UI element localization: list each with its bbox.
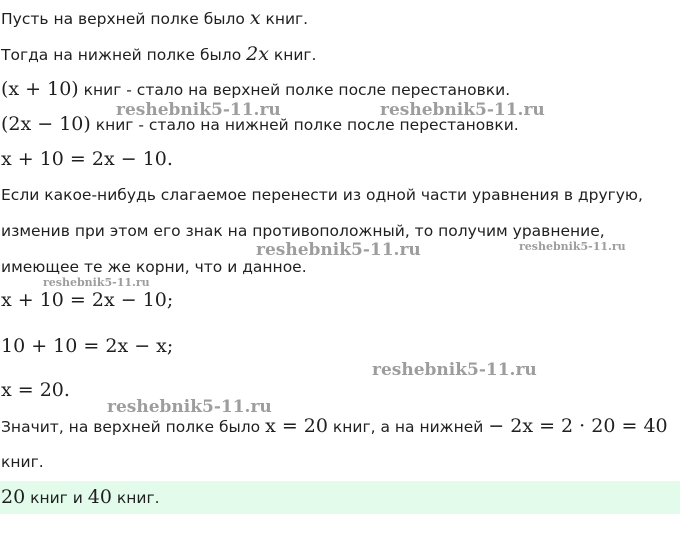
watermark: reshebnik5-11.ru	[380, 100, 545, 120]
equation-3: 10 + 10 = 2x − x;	[1, 335, 174, 357]
watermark: reshebnik5-11.ru	[256, 240, 421, 260]
equation-1: x + 10 = 2x − 10.	[1, 148, 173, 170]
math-expression: (2x − 10)	[1, 113, 91, 135]
answer-box	[0, 481, 680, 514]
text-line-3: (x + 10) книг - стало на верхней полке после перестановки.	[1, 78, 511, 100]
equation-2: x + 10 = 2x − 10;	[1, 289, 174, 311]
text-line-12: Значит, на верхней полке было x = 20 книг, а на нижней − 2x = 2 · 20 = 40	[1, 415, 668, 437]
text-line-1: Пусть на верхней полке было x книг.	[1, 7, 309, 29]
math-expression: − 2x = 2 · 20 = 40	[488, 415, 668, 437]
watermark: reshebnik5-11.ru	[372, 360, 537, 380]
math-expression: (x + 10)	[1, 78, 79, 100]
math-x: x	[249, 7, 261, 29]
text-line-13: книг.	[1, 453, 44, 471]
text-line-4: (2x − 10) книг - стало на нижней полке после перестановки.	[1, 113, 519, 135]
answer-text: 20 книг и 40 книг.	[1, 486, 160, 508]
watermark: reshebnik5-11.ru	[43, 276, 150, 289]
text-line-8: имеющее те же корни, что и данное.	[1, 258, 307, 276]
math-2x: 2x	[246, 43, 269, 65]
watermark: reshebnik5-11.ru	[519, 240, 626, 253]
text-line-2: Тогда на нижней полке было 2x книг.	[1, 43, 317, 65]
text-line-6: Если какое-нибудь слагаемое перенести из одной части уравнения в другую,	[1, 186, 643, 204]
math-expression: x = 20	[265, 415, 328, 437]
watermark: reshebnik5-11.ru	[107, 397, 272, 417]
watermark: reshebnik5-11.ru	[116, 100, 281, 120]
text-line-7: изменив при этом его знак на противоположный, то получим уравнение,	[1, 222, 605, 240]
equation-4: x = 20.	[1, 379, 70, 401]
